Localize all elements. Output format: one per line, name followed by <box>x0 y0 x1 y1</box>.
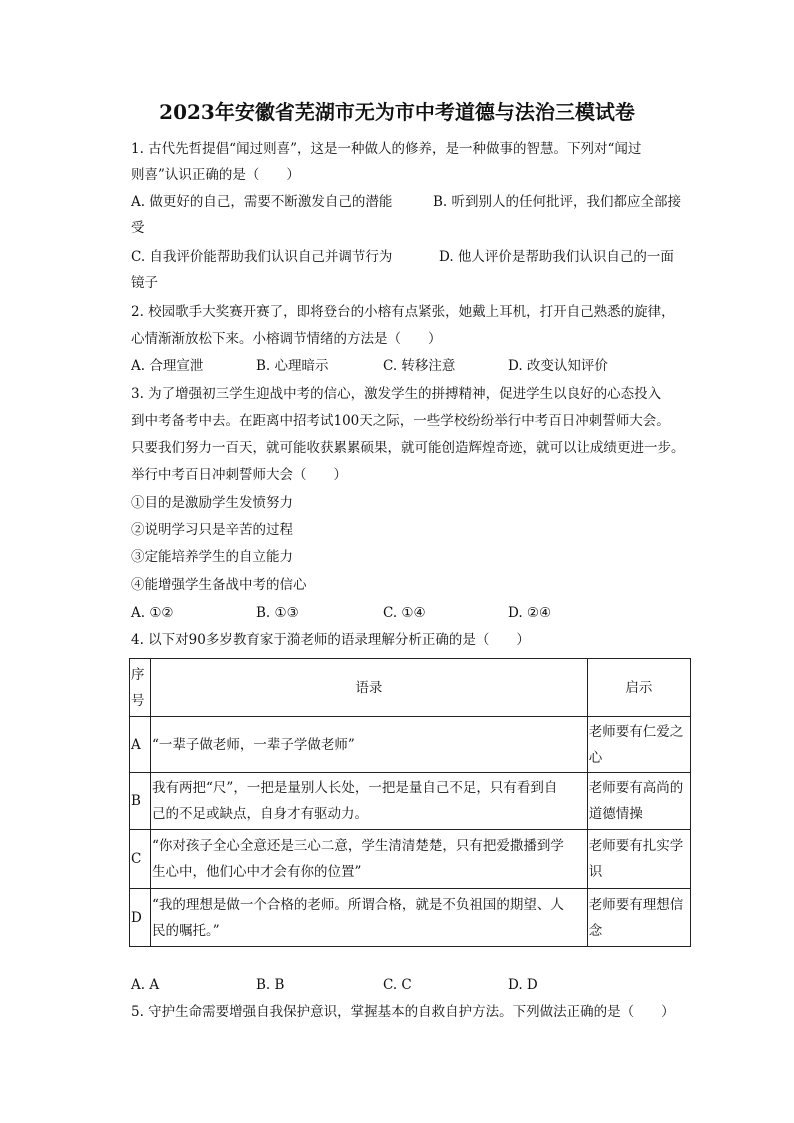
row-quote-line2: 己的不足或缺点，自身才有驱动力。 <box>152 806 369 822</box>
row-quote-line1: “你对孩子全心全意还是三心二意，学生清清楚楚，只有把爱撒播到学 <box>152 838 564 854</box>
q3-stem-line4: 举行中考百日冲刺誓师大会（ ） <box>131 467 347 483</box>
row-lesson-line1: 老师要有仁爱之 <box>588 723 684 740</box>
row-lesson-line2: 念 <box>588 922 603 939</box>
q1-option-d-cont: 镜子 <box>131 275 158 291</box>
q1-option-b-cont: 受 <box>131 220 145 236</box>
table-row <box>130 889 691 947</box>
row-quote <box>151 889 588 947</box>
row-quote <box>151 717 588 773</box>
row-quote-line2: 生心中，他们心中才会有你的位置” <box>152 864 362 880</box>
q1-option-d: D. 他人评价是帮助我们认识自己的一面 <box>439 249 674 265</box>
q3-stem-line1: 3. 为了增强初三学生迎战中考的信心，激发学生的拼搏精神，促进学生以良好的心态投入 <box>131 386 662 402</box>
row-lesson <box>587 773 690 830</box>
row-quote <box>151 773 588 830</box>
q4-option-a: A. A <box>131 977 160 993</box>
row-lesson-line1: 老师要有理想信 <box>588 896 684 913</box>
table-header-row <box>130 659 691 717</box>
row-quote-line1: “一辈子做老师，一辈子学做老师” <box>152 736 355 753</box>
q1-option-b: B. 听到别人的任何批评，我们都应全部接 <box>433 194 682 210</box>
q3-statement-3: ③定能培养学生的自立能力 <box>131 549 293 565</box>
q3-option-a: A. ①② <box>131 605 174 621</box>
row-lesson <box>587 889 690 947</box>
row-quote <box>151 830 588 889</box>
row-id: C <box>130 830 151 889</box>
q3-option-b: B. ①③ <box>256 605 299 621</box>
q1-option-c: C. 自我评价能帮助我们认识自己并调节行为 <box>131 249 393 265</box>
row-lesson <box>587 830 690 889</box>
quote-table <box>129 658 691 947</box>
row-quote-line1: 我有两把“尺”，一把是量别人长处，一把是量自己不足，只有看到自 <box>152 780 558 796</box>
q2-stem-line1: 2. 校园歌手大奖赛开赛了，即将登台的小榕有点紧张，她戴上耳机，打开自己熟悉的旋律， <box>131 304 675 320</box>
header-id-line1: 序 <box>131 666 145 683</box>
q5-stem: 5. 守护生命需要增强自我保护意识，掌握基本的自救自护方法。下列做法正确的是（ ） <box>131 1004 675 1020</box>
q2-option-d: D. 改变认知评价 <box>508 358 608 374</box>
q3-statement-1: ①目的是激励学生发愤努力 <box>131 495 293 511</box>
header-cell-id <box>130 659 151 717</box>
header-id-line2: 号 <box>131 692 145 709</box>
q1-stem-line2: 则喜”认识正确的是（ ） <box>131 167 300 183</box>
table-row <box>130 773 691 830</box>
header-cell-lesson: 启示 <box>587 659 690 717</box>
row-id: A <box>130 717 151 773</box>
row-id: D <box>130 889 151 947</box>
q4-stem: 4. 以下对90多岁教育家于漪老师的语录理解分析正确的是（ ） <box>131 632 530 648</box>
q2-option-b: B. 心理暗示 <box>256 358 329 374</box>
row-quote-line1: “我的理想是做一个合格的老师。所谓合格，就是不负祖国的期望、人 <box>152 896 564 913</box>
row-lesson <box>587 717 690 773</box>
q3-statement-4: ④能增强学生备战中考的信心 <box>131 577 307 593</box>
q3-stem-line2: 到中考备考中去。在距离中招考试100天之际，一些学校纷纷举行中考百日冲刺誓师大会。 <box>131 413 670 429</box>
row-lesson-line1: 老师要有扎实学 <box>588 838 684 854</box>
q4-option-b: B. B <box>256 977 285 993</box>
page-title: 2023年安徽省芜湖市无为市中考道德与法治三模试卷 <box>159 100 635 124</box>
row-lesson-line2: 心 <box>588 749 603 766</box>
row-lesson-line1: 老师要有高尚的 <box>588 780 684 796</box>
q3-stem-line3: 只要我们努力一百天，就可能收获累累硕果，就可能创造辉煌奇迹，就可以让成绩更进一步。 <box>131 440 685 456</box>
q2-option-c: C. 转移注意 <box>383 358 456 374</box>
q3-statement-2: ②说明学习只是辛苦的过程 <box>131 522 293 538</box>
row-id: B <box>130 773 151 830</box>
q3-option-c: C. ①④ <box>383 605 426 621</box>
q2-stem-line2: 心情渐渐放松下来。小榕调节情绪的方法是（ ） <box>131 331 442 347</box>
row-lesson-line2: 识 <box>588 864 603 880</box>
table-row <box>130 717 691 773</box>
row-quote-line2: 民的嘱托。” <box>152 922 220 939</box>
q4-option-d: D. D <box>508 977 538 993</box>
q1-stem-line1: 1. 古代先哲提倡“闻过则喜”，这是一种做人的修养，是一种做事的智慧。下列对“闻过 <box>131 141 642 157</box>
table-row <box>130 830 691 889</box>
q3-option-d: D. ②④ <box>508 605 552 621</box>
row-lesson-line2: 道德情操 <box>588 806 643 822</box>
header-cell-quote: 语录 <box>151 659 588 717</box>
q2-option-a: A. 合理宣泄 <box>131 358 204 374</box>
q1-option-a: A. 做更好的自己，需要不断激发自己的潜能 <box>131 194 393 210</box>
q4-option-c: C. C <box>383 977 412 993</box>
